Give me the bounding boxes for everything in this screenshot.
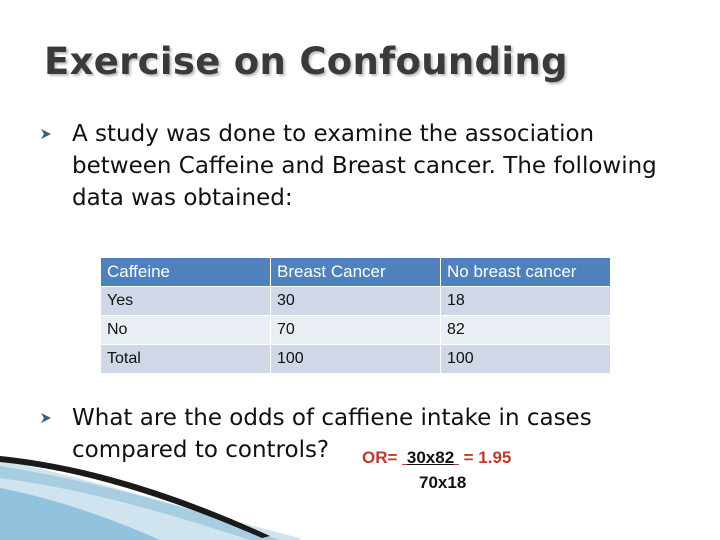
decorative-swoosh — [0, 448, 300, 540]
table-row — [101, 345, 611, 374]
table-row — [101, 287, 611, 316]
data-table — [100, 257, 611, 374]
header-cell: Breast Cancer — [271, 258, 441, 287]
table-row — [101, 316, 611, 345]
bullet-text: A study was done to examine the association between Caffeine and Breast cancer. The following data was obtained: — [72, 121, 657, 211]
slide-title: Exercise on Confounding — [44, 40, 568, 83]
formula-denominator: 70x18 — [419, 473, 467, 492]
header-cell: No breast cancer — [441, 258, 611, 287]
formula-numerator: 30x82 — [406, 448, 455, 467]
odds-ratio-formula — [362, 448, 511, 468]
table-header-row — [101, 258, 611, 287]
bullet-text: What are the odds of caffiene intake in cases compared to controls? — [72, 405, 592, 463]
table-cell: 82 — [441, 316, 611, 345]
table-cell: No — [101, 316, 271, 345]
table-cell: Yes — [101, 287, 271, 316]
formula-result: = 1.95 — [463, 448, 512, 467]
table-cell: 100 — [441, 345, 611, 374]
table-cell: 70 — [271, 316, 441, 345]
formula-prefix: OR= — [362, 448, 403, 467]
header-cell: Caffeine — [101, 258, 271, 287]
table-cell: 18 — [441, 287, 611, 316]
table-cell: 30 — [271, 287, 441, 316]
table-cell: 100 — [271, 345, 441, 374]
arrow-bullet-icon — [40, 127, 54, 141]
arrow-bullet-icon — [40, 411, 54, 425]
table-cell: Total — [101, 345, 271, 374]
bullet-item — [40, 118, 700, 214]
